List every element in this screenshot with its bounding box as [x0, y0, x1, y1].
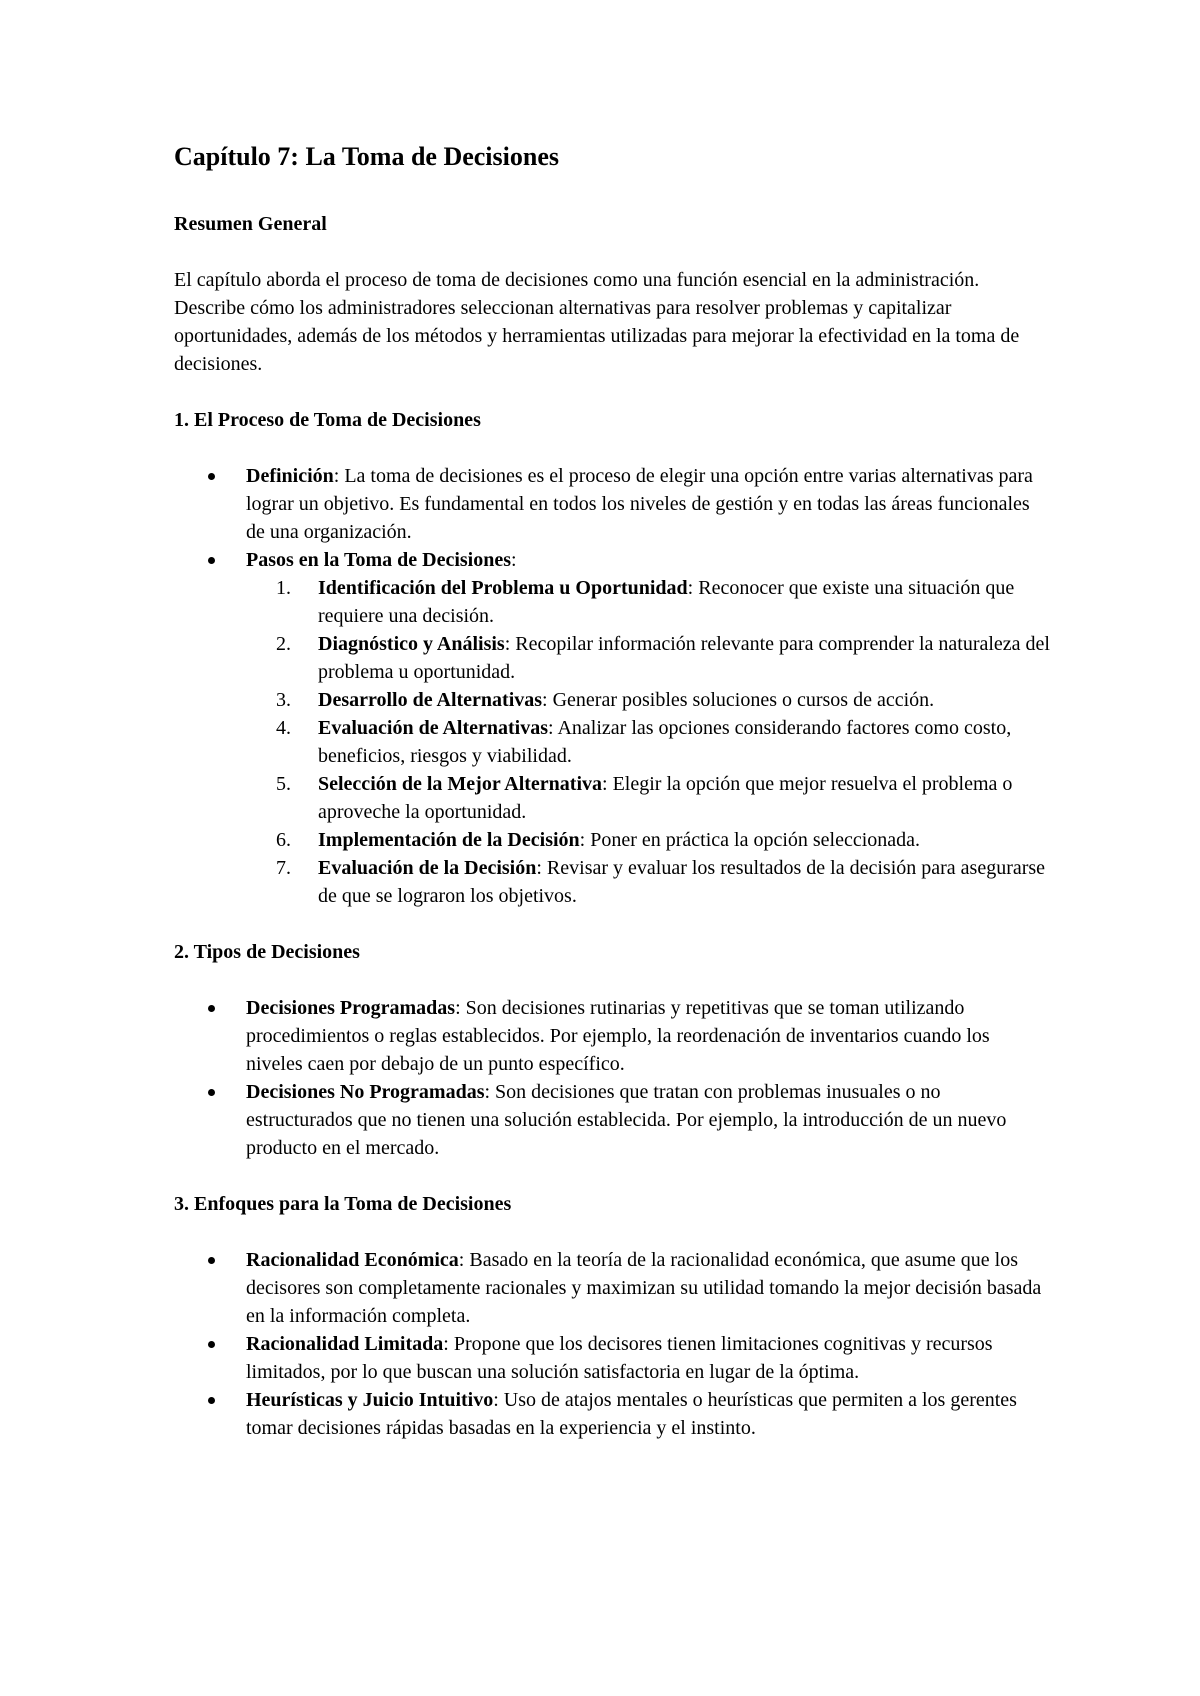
item-text: : Son decisiones que tratan con problemas inusuales o no estructurados que no tienen una solución establecida. Por ejemplo, la introducción de un nuevo producto en el mercado. [246, 1081, 1007, 1159]
item-term: Decisiones Programadas [246, 997, 456, 1019]
section-1-heading: 1. El Proceso de Toma de Decisiones [174, 409, 481, 431]
step-item [246, 574, 1050, 630]
item-term: Racionalidad Económica [246, 1249, 459, 1271]
step-text: : Elegir la opción que mejor resuelva el problema o aproveche la oportunidad. [318, 773, 1013, 823]
step-term: Selección de la Mejor Alternativa [318, 773, 603, 795]
bullet-icon [208, 1341, 215, 1348]
list-item [174, 1386, 1050, 1442]
bullet-icon [208, 1397, 215, 1404]
step-term: Implementación de la Decisión [318, 829, 580, 851]
step-term: Evaluación de la Decisión [318, 857, 537, 879]
document-title: Capítulo 7: La Toma de Decisiones [174, 142, 559, 171]
step-number: 3. [276, 689, 291, 711]
definicion-text: : La toma de decisiones es el proceso de elegir una opción entre varias alternativas para lograr un objetivo. Es fundamental en todos los niveles de gestión y en todas las áreas funcionales de una organización. [246, 465, 1033, 543]
item-text: : Basado en la teoría de la racionalidad económica, que asume que los decisores son completamente racionales y maximizan su utilidad tomando la mejor decisión basada en la información completa. [246, 1249, 1042, 1327]
list-item [174, 1078, 1050, 1162]
step-item [246, 686, 1050, 714]
step-item [246, 770, 1050, 826]
section-1-list [174, 462, 1050, 910]
term-pasos: Pasos en la Toma de Decisiones [246, 549, 512, 571]
step-term: Diagnóstico y Análisis [318, 633, 505, 655]
step-number: 5. [276, 773, 291, 795]
item-term: Racionalidad Limitada [246, 1333, 444, 1355]
section-3-list [174, 1246, 1050, 1442]
step-text: : Revisar y evaluar los resultados de la decisión para asegurarse de que se lograron los objetivos. [318, 857, 1046, 907]
step-text: : Recopilar información relevante para comprender la naturaleza del problema u oportunidad. [318, 633, 1050, 683]
list-item [174, 1330, 1050, 1386]
step-text: : Poner en práctica la opción seleccionada. [579, 829, 921, 851]
step-text: : Analizar las opciones considerando factores como costo, beneficios, riesgos y viabilidad. [318, 717, 1012, 767]
item-text: : Propone que los decisores tienen limitaciones cognitivas y recursos limitados, por lo que buscan una solución satisfactoria en lugar de la óptima. [246, 1333, 993, 1383]
term-definicion: Definición [246, 465, 334, 487]
step-text: : Reconocer que existe una situación que requiere una decisión. [318, 577, 1015, 627]
step-item [246, 854, 1050, 910]
list-item [174, 994, 1050, 1078]
step-term: Desarrollo de Alternativas [318, 689, 543, 711]
bullet-icon [208, 557, 215, 564]
item-text: : Son decisiones rutinarias y repetitivas que se toman utilizando procedimientos o reglas establecidos. Por ejemplo, la reordenación de inventarios cuando los niveles caen por debajo de un punto específico. [246, 997, 990, 1075]
bullet-icon [208, 1257, 215, 1264]
step-text: : Generar posibles soluciones o cursos de acción. [542, 689, 935, 711]
list-item [174, 1246, 1050, 1330]
list-item-pasos [174, 546, 1050, 910]
steps-list [246, 574, 1050, 910]
step-item [246, 630, 1050, 686]
bullet-icon [208, 473, 215, 480]
item-term: Heurísticas y Juicio Intuitivo [246, 1389, 494, 1411]
bullet-icon [208, 1089, 215, 1096]
step-number: 4. [276, 717, 291, 739]
section-3-heading: 3. Enfoques para la Toma de Decisiones [174, 1193, 512, 1215]
step-number: 2. [276, 633, 291, 655]
item-text: : Uso de atajos mentales o heurísticas que permiten a los gerentes tomar decisiones rápidas basadas en la experiencia y el instinto. [246, 1389, 1017, 1439]
step-item [246, 826, 1050, 854]
list-item-definicion [174, 462, 1050, 546]
bullet-icon [208, 1005, 215, 1012]
resumen-paragraph: El capítulo aborda el proceso de toma de decisiones como una función esencial en la administración. Describe cómo los administradores seleccionan alternativas para resolver problemas y capitalizar oportunidades, además de los métodos y herramientas utilizadas para mejorar la efectividad en la toma de decisiones. [174, 269, 1020, 375]
section-2-list [174, 994, 1050, 1162]
step-number: 7. [276, 857, 291, 879]
resumen-heading: Resumen General [174, 213, 327, 235]
section-2-heading: 2. Tipos de Decisiones [174, 941, 360, 963]
step-term: Identificación del Problema u Oportunidad [318, 577, 688, 599]
step-number: 1. [276, 577, 291, 599]
step-term: Evaluación de Alternativas [318, 717, 549, 739]
pasos-suffix: : [511, 549, 517, 571]
item-term: Decisiones No Programadas [246, 1081, 485, 1103]
step-item [246, 714, 1050, 770]
step-number: 6. [276, 829, 291, 851]
